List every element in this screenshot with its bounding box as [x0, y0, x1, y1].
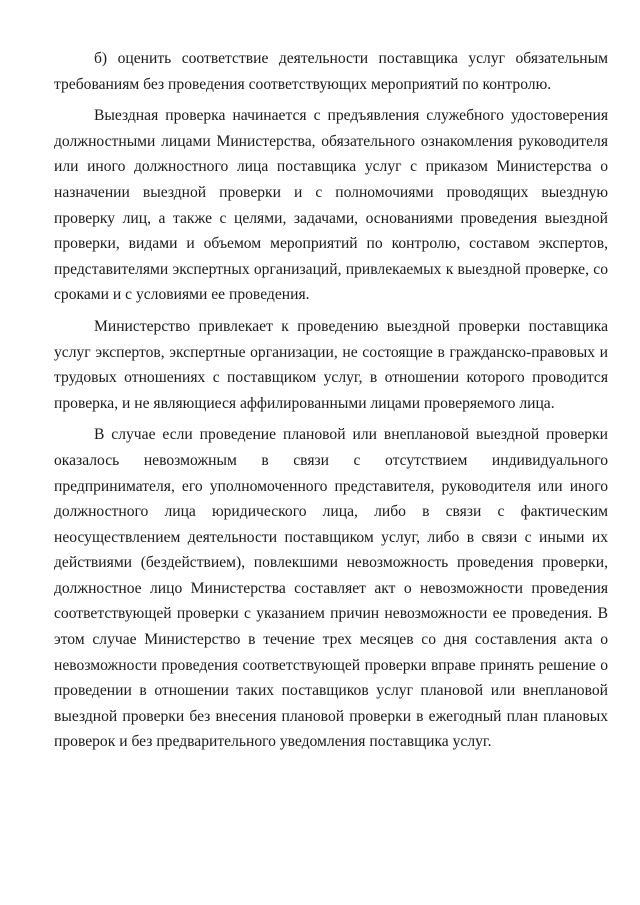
document-body [54, 46, 608, 755]
paragraph-item-b: б) оценить соответствие деятельности поставщика услуг обязательным требованиям без проведения соответствующих мероприятий по контролю. [54, 50, 608, 93]
paragraph-on-site-inspection-start: Выездная проверка начинается с предъявления служебного удостоверения должностными лицами Министерства, обязательного ознакомления руководителя или иного должностного лица поставщика услуг с приказом Министерства о назначении выездной проверки и с полномочиями проводящих выездную проверку лиц, а также с целями, задачами, основаниями проведения выездной проверки, видами и объемом мероприятий по контролю, составом экспертов, представителями экспертных организаций, привлекаемых к выездной проверке, со сроками и с условиями ее проведения. [54, 107, 608, 304]
paragraph-experts-involvement: Министерство привлекает к проведению выездной проверки поставщика услуг экспертов, экспертные организации, не состоящие в гражданско-правовых и трудовых отношениях с поставщиком услуг, в отношении которого проводится проверка, и не являющиеся аффилированными лицами проверяемого лица. [54, 317, 608, 412]
paragraph-inspection-impossible: В случае если проведение плановой или внеплановой выездной проверки оказалось невозможным в связи с отсутствием индивидуального предпринимателя, его уполномоченного представителя, руководителя или иного должностного лица юридического лица, либо в связи с фактическим неосуществлением деятельности поставщиком услуг, либо в связи с иными их действиями (бездействием), повлекшими невозможность проведения проверки, должностное лицо Министерства составляет акт о невозможности проведения соответствующей проверки с указанием причин невозможности ее проведения. В этом случае Министерство в течение трех месяцев со дня составления акта о невозможности проведения соответствующей проверки вправе принять решение о проведении в отношении таких поставщиков услуг плановой или внеплановой выездной проверки без внесения плановой проверки в ежегодный план плановых проверок и без предварительного уведомления поставщика услуг. [54, 426, 608, 751]
